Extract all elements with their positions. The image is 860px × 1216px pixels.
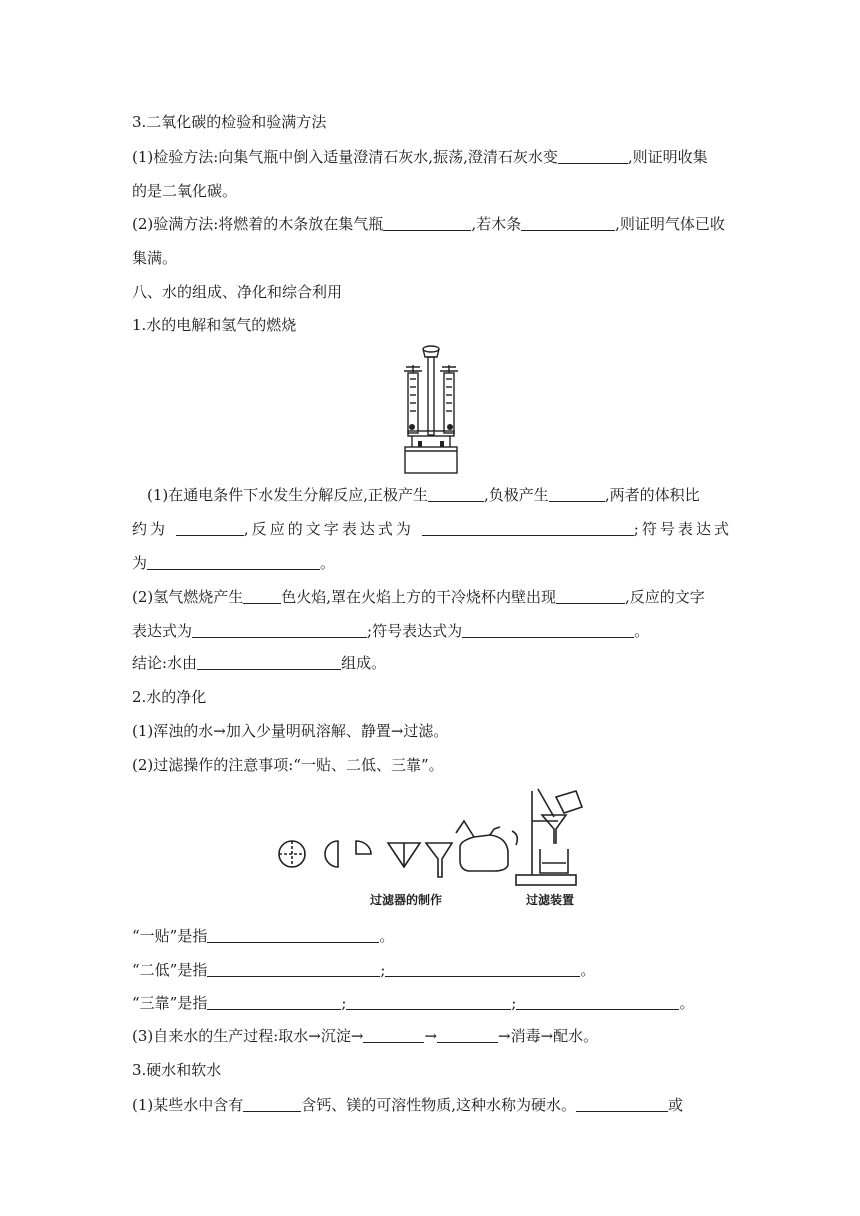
answer-blank[interactable] — [576, 1096, 668, 1112]
co2-full-line-cont: 集满。 — [132, 249, 178, 267]
caption-filter-setup: 过滤装置 — [526, 893, 575, 907]
answer-blank[interactable] — [549, 486, 605, 502]
tap-water-line: (3)自来水的生产过程:取水→沉淀→ → →消毒→配水。 — [132, 1027, 599, 1045]
answer-blank[interactable] — [346, 994, 511, 1010]
answer-blank[interactable] — [385, 961, 580, 977]
answer-blank[interactable] — [422, 520, 634, 536]
answer-blank[interactable] — [556, 588, 625, 604]
answer-blank[interactable] — [207, 994, 341, 1010]
co2-full-line: (2)验满方法:将燃着的木条放在集气瓶 ,若木条 ,则证明气体已收 — [132, 215, 725, 233]
answer-blank[interactable] — [243, 1096, 301, 1112]
answer-blank[interactable] — [176, 520, 244, 536]
hydrogen-q2-line2: 表达式为 ;符号表达式为 。 — [132, 622, 650, 640]
answer-blank[interactable] — [383, 215, 471, 231]
subheading-electrolysis: 1.水的电解和氢气的燃烧 — [132, 316, 297, 334]
electrolysis-q1-line3: 为 。 — [132, 554, 336, 572]
subheading-hardness: 3.硬水和软水 — [132, 1061, 222, 1079]
yitie-line: “一贴”是指 。 — [132, 927, 395, 945]
co2-test-line: (1)检验方法:向集气瓶中倒入适量澄清石灰水,振荡,澄清石灰水变 ,则证明收集 — [132, 148, 708, 166]
answer-blank[interactable] — [428, 486, 484, 502]
purification-step1: (1)浑浊的水→加入少量明矾溶解、静置→过滤。 — [132, 722, 449, 740]
answer-blank[interactable] — [207, 961, 380, 977]
answer-blank[interactable] — [147, 554, 320, 570]
answer-blank[interactable] — [207, 927, 379, 943]
hydrogen-q2-line1: (2)氢气燃烧产生 色火焰,罩在火焰上方的干冷烧杯内壁出现 ,反应的文字 — [132, 588, 705, 606]
electrolysis-q1-line2: 约为 ,反应的文字表达式为 ;符号表达式 — [132, 520, 729, 538]
answer-blank[interactable] — [197, 654, 341, 670]
erdi-line: “二低”是指 ; 。 — [132, 961, 596, 979]
answer-blank[interactable] — [363, 1027, 424, 1043]
co2-test-line-cont: 的是二氧化碳。 — [132, 182, 238, 200]
answer-blank[interactable] — [558, 148, 628, 164]
electrolysis-q1-line1: (1)在通电条件下水发生分解反应,正极产生 ,负极产生 ,两者的体积比 — [147, 486, 700, 504]
caption-filter-making: 过滤器的制作 — [370, 893, 443, 907]
subheading-purification: 2.水的净化 — [132, 688, 207, 706]
conclusion-line: 结论:水由 组成。 — [132, 654, 387, 672]
answer-blank[interactable] — [192, 622, 367, 638]
answer-blank[interactable] — [516, 994, 679, 1010]
hardness-q1-line: (1)某些水中含有 含钙、镁的可溶性物质,这种水称为硬水。 或 — [132, 1096, 684, 1114]
section-heading-water: 八、水的组成、净化和综合利用 — [132, 283, 343, 301]
sankao-line: “三靠”是指 ; ; 。 — [132, 994, 695, 1012]
answer-blank[interactable] — [243, 588, 281, 604]
answer-blank[interactable] — [437, 1027, 498, 1043]
section-heading-co2: 3.二氧化碳的检验和验满方法 — [132, 113, 327, 131]
answer-blank[interactable] — [521, 215, 615, 231]
filter-figure — [276, 785, 586, 895]
answer-blank[interactable] — [462, 622, 634, 638]
electrolysis-apparatus-figure — [400, 343, 462, 475]
purification-step2: (2)过滤操作的注意事项:“一贴、二低、三靠”。 — [132, 756, 444, 774]
